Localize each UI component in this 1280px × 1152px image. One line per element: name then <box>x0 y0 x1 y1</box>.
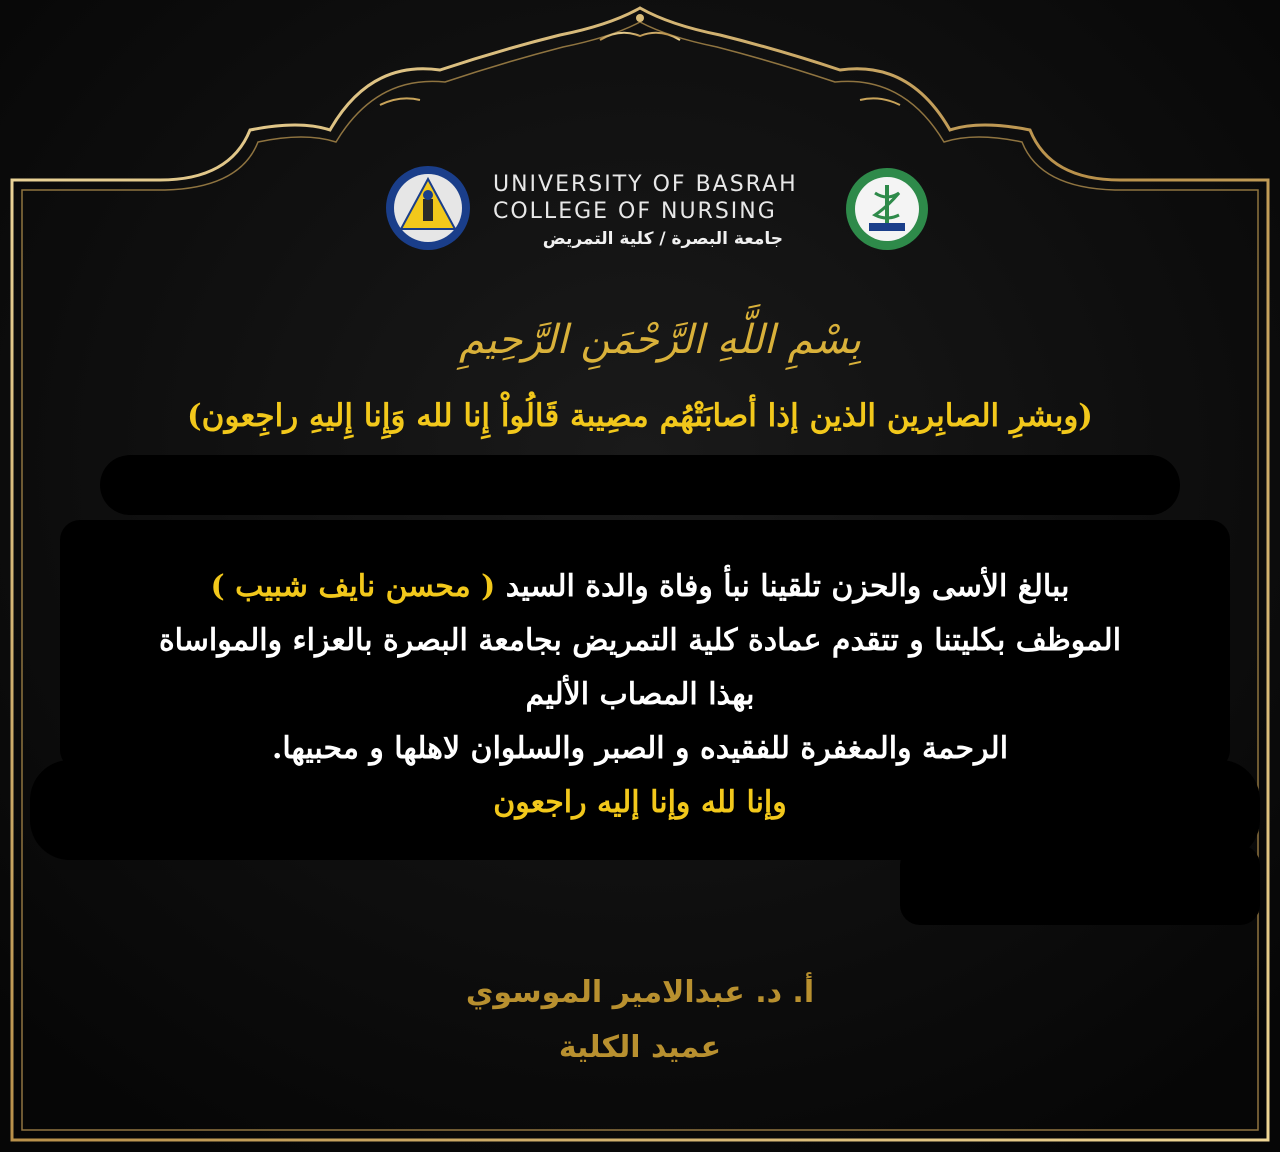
header-logos <box>385 165 945 270</box>
nursing-college-seal-icon <box>845 167 929 251</box>
condolence-message <box>40 560 1240 830</box>
text-backdrop <box>100 455 1180 515</box>
college-name-en: COLLEGE OF NURSING <box>493 199 777 224</box>
quran-verse: (وبشرِ الصابِرين الذين إذا أصابَتْهُم مصِيبة قَالُواْ إِنا لله وَإِنا إِليهِ راجِعون) <box>187 398 1093 434</box>
signatory-name: أ. د. عبدالامير الموسوي <box>465 975 815 1010</box>
deceased-relative-name: ( محسن نايف شبيب ) <box>210 569 496 604</box>
signature-block <box>340 965 940 1075</box>
signatory-title: عميد الكلية <box>558 1030 722 1065</box>
basmala-calligraphy: بِسْمِ اللَّهِ الرَّحْمَنِ الرَّحِيمِ <box>458 317 862 363</box>
message-closing: وإنا لله وإنا إليه راجعون <box>493 785 787 820</box>
university-name-en: UNIVERSITY OF BASRAH <box>493 172 798 197</box>
college-name-ar: جامعة البصرة / كلية التمريض <box>542 229 783 249</box>
text-backdrop <box>900 845 1260 925</box>
message-line-4: الرحمة والمغفرة للفقيده و الصبر والسلوان لاهلها و محبيها. <box>271 731 1009 766</box>
message-line-2: الموظف بكليتنا و تتقدم عمادة كلية التمريض بجامعة البصرة بالعزاء والمواساة <box>158 623 1122 658</box>
university-name-block <box>493 171 843 249</box>
message-line-3: بهذا المصاب الأليم <box>525 677 755 712</box>
university-seal-icon <box>385 165 471 251</box>
message-intro: ببالغ الأسى والحزن تلقينا نبأ وفاة والدة السيد <box>505 569 1070 604</box>
message-line-1 <box>40 560 1240 614</box>
